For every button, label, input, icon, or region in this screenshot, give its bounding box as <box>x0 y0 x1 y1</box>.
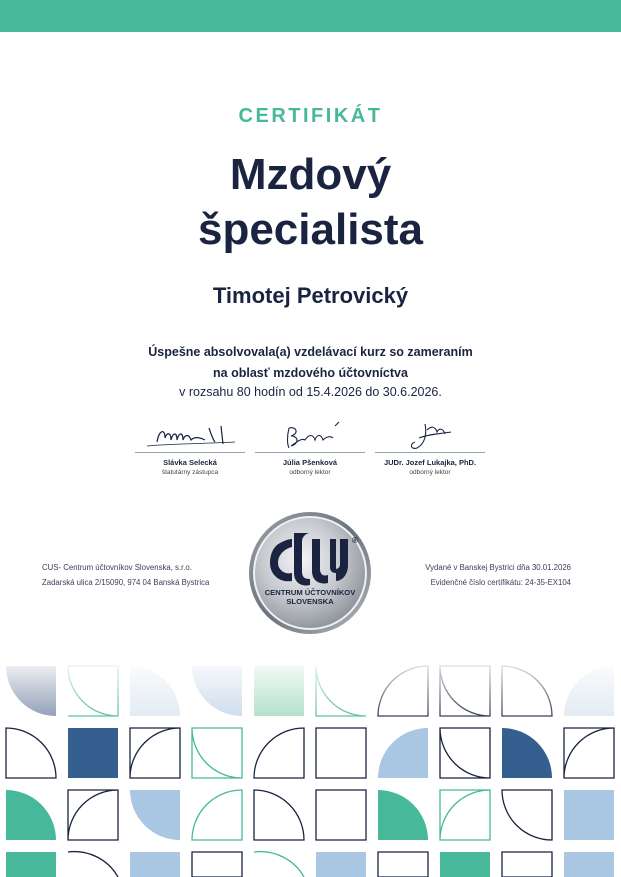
course-duration: v rozsahu 80 hodín od 15.4.2026 do 30.6.2026. <box>179 385 442 399</box>
signature-block-1 <box>130 420 250 476</box>
seal-text-line2: SLOVENSKA <box>286 597 334 606</box>
pattern-tile <box>68 790 118 840</box>
handwritten-signature-3 <box>375 420 485 452</box>
pattern-tile <box>378 666 428 716</box>
pattern-tile <box>440 666 490 716</box>
pattern-tile <box>130 728 180 778</box>
pattern-tile <box>130 852 180 877</box>
issue-place-date: Vydané v Banskej Bystrici dňa 30.01.2026 <box>425 563 571 572</box>
seal-text-line1: CENTRUM ÚČTOVNÍKOV <box>264 588 356 597</box>
pattern-tile <box>192 728 242 778</box>
signatory-role: štatutárny zástupca <box>161 469 219 476</box>
pattern-tile <box>316 666 366 716</box>
pattern-tile <box>316 852 366 877</box>
pattern-tile <box>378 852 428 877</box>
signature-line <box>375 452 485 453</box>
pattern-tile <box>6 728 56 778</box>
top-accent-bar <box>0 0 621 32</box>
pattern-tile <box>378 790 428 840</box>
pattern-tile <box>192 666 242 716</box>
signatory-name: Júlia Pšenková <box>282 458 338 467</box>
pattern-tile <box>68 666 118 716</box>
registered-mark: ® <box>352 536 358 545</box>
certificate-eyebrow: CERTIFIKÁT <box>238 105 383 127</box>
signatory-role: odborný lektor <box>289 469 331 476</box>
pattern-tile <box>68 852 118 877</box>
signature-line <box>255 452 365 453</box>
pattern-tile <box>6 852 56 877</box>
pattern-tile <box>378 728 428 778</box>
signatory-name: JUDr. Jozef Lukajka, PhD. <box>383 458 477 467</box>
course-description-line1: Úspešne absolvovala(a) vzdelávací kurz so zameraním <box>148 345 473 359</box>
pattern-tile <box>440 852 490 877</box>
pattern-tile <box>254 790 304 840</box>
pattern-tile <box>192 852 242 877</box>
pattern-tile <box>316 728 366 778</box>
pattern-tile <box>502 790 552 840</box>
pattern-tile <box>564 728 614 778</box>
handwritten-signature-2 <box>255 420 365 452</box>
issuer-address: Zadarská ulica 2/15090, 974 04 Banská Bystrica <box>42 578 210 587</box>
pattern-tile <box>502 666 552 716</box>
pattern-tile <box>440 728 490 778</box>
pattern-tile <box>6 666 56 716</box>
cus-seal-logo <box>248 511 372 635</box>
signature-block-2 <box>250 420 370 476</box>
handwritten-signature-1 <box>135 420 245 452</box>
certificate-title-line1: Mzdový <box>229 150 392 199</box>
signatory-role: odborný lektor <box>409 469 451 476</box>
pattern-tile <box>192 790 242 840</box>
recipient-name: Timotej Petrovický <box>212 283 409 308</box>
signatory-name: Slávka Selecká <box>163 458 217 467</box>
pattern-tile <box>316 790 366 840</box>
issuer-name: CUS- Centrum účtovníkov Slovenska, s.r.o. <box>42 563 192 572</box>
pattern-tile <box>564 666 614 716</box>
course-description-line2: na oblasť mzdového účtovníctva <box>213 366 408 380</box>
issue-info <box>425 560 571 590</box>
signature-line <box>135 452 245 453</box>
pattern-tile <box>6 790 56 840</box>
pattern-tile <box>564 852 614 877</box>
pattern-tile <box>254 852 304 877</box>
signature-block-3 <box>370 420 490 476</box>
pattern-tile <box>254 666 304 716</box>
issuer-info <box>42 560 209 590</box>
pattern-tile <box>502 852 552 877</box>
certificate-title-line2: špecialista <box>197 205 424 254</box>
pattern-tile <box>564 790 614 840</box>
certificate-number: Evidenčné číslo certifikátu: 24-35-EX104 <box>430 578 571 587</box>
pattern-tile <box>440 790 490 840</box>
pattern-tile <box>502 728 552 778</box>
pattern-tile <box>68 728 118 778</box>
pattern-tile <box>130 790 180 840</box>
pattern-tile <box>130 666 180 716</box>
decorative-geometric-pattern <box>0 660 621 877</box>
pattern-tile <box>254 728 304 778</box>
